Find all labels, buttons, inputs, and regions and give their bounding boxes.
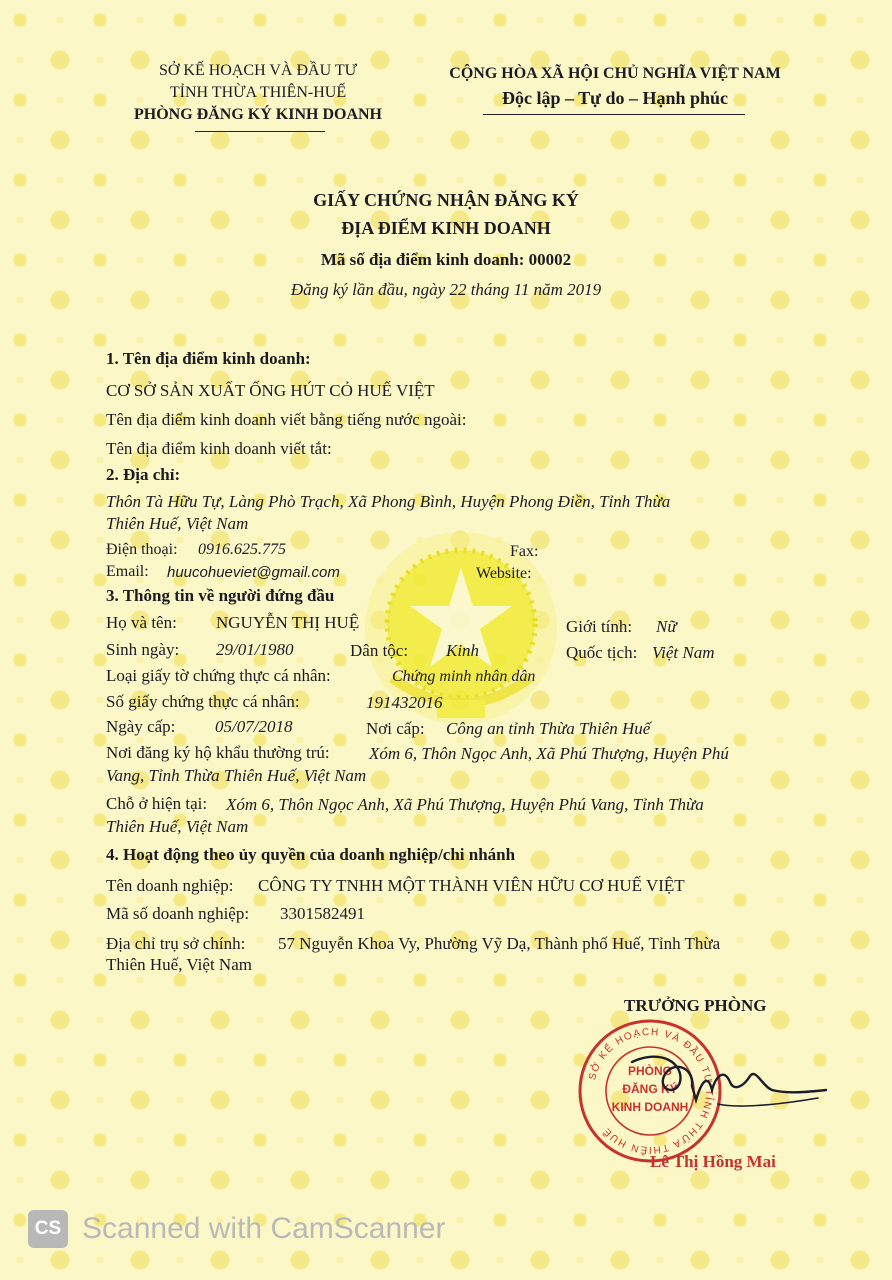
headquarters-label: Địa chỉ trụ sở chính:: [106, 934, 246, 953]
national-motto: Độc lập – Tự do – Hạnh phúc: [501, 88, 729, 108]
issue-date-value: 05/07/2018: [215, 717, 293, 736]
address-line2: Thiên Huế, Việt Nam: [106, 514, 249, 533]
id-type-label: Loại giấy tờ chứng thực cá nhân:: [106, 666, 331, 685]
signatory-name: Lê Thị Hồng Mai: [650, 1152, 776, 1171]
gender-value: Nữ: [656, 617, 677, 636]
email-value: huucohueviet@gmail.com: [167, 564, 340, 581]
email-label: Email:: [106, 563, 149, 580]
fax-label: Fax:: [510, 543, 539, 560]
business-location-name: CƠ SỞ SẢN XUẤT ỐNG HÚT CỎ HUẾ VIỆT: [106, 381, 435, 400]
agency-name-line1: SỞ KẾ HOẠCH VÀ ĐẦU TƯ: [158, 62, 358, 79]
id-type-value: Chứng minh nhân dân: [392, 668, 536, 685]
residence-line2: Vang, Tỉnh Thừa Thiên Huế, Việt Nam: [106, 766, 367, 785]
dob-value: 29/01/1980: [216, 640, 294, 659]
issue-date-label: Ngày cấp:: [106, 717, 176, 736]
header-left-underline: [195, 131, 325, 132]
ethnicity-label: Dân tộc:: [350, 641, 409, 660]
current-address-label: Chỗ ở hiện tại:: [106, 794, 208, 813]
id-number-value: 191432016: [366, 693, 443, 712]
headquarters-line1: 57 Nguyễn Khoa Vy, Phường Vỹ Dạ, Thành phố Huế, Tỉnh Thừa: [278, 934, 721, 953]
seal-center-line3: KINH DOANH: [611, 1100, 689, 1114]
camscanner-logo-icon: CS: [28, 1210, 68, 1248]
ethnicity-value: Kinh: [446, 641, 480, 660]
website-label: Website:: [476, 565, 532, 582]
section1-heading: 1. Tên địa điểm kinh doanh:: [106, 349, 311, 368]
company-name-value: CÔNG TY TNHH MỘT THÀNH VIÊN HỮU CƠ HUẾ VIỆT: [258, 876, 685, 895]
section2-heading: 2. Địa chỉ:: [106, 465, 181, 484]
agency-name-line2: TỈNH THỪA THIÊN-HUẾ: [169, 84, 347, 101]
country-name: CỘNG HÒA XÃ HỘI CHỦ NGHĨA VIỆT NAM: [449, 65, 781, 82]
camscanner-text: Scanned with CamScanner: [82, 1212, 446, 1245]
tax-code-label: Mã số doanh nghiệp:: [106, 904, 250, 923]
section3-heading: 3. Thông tin về người đứng đầu: [106, 586, 335, 605]
issue-place-value: Công an tỉnh Thừa Thiên Huế: [446, 719, 651, 738]
signatory-title: TRƯỞNG PHÒNG: [624, 996, 767, 1015]
gender-label: Giới tính:: [566, 617, 633, 636]
short-name-label: Tên địa điểm kinh doanh viết tắt:: [106, 439, 332, 458]
certificate-title-line1: GIẤY CHỨNG NHẬN ĐĂNG KÝ: [313, 190, 579, 210]
section4-heading: 4. Hoạt động theo ủy quyền của doanh nghiệp/chi nhánh: [106, 845, 516, 864]
current-address-line1: Xóm 6, Thôn Ngọc Anh, Xã Phú Thượng, Huyện Phú Vang, Tỉnh Thừa: [226, 795, 704, 814]
full-name-value: NGUYỄN THỊ HUỆ: [216, 613, 360, 632]
company-name-label: Tên doanh nghiệp:: [106, 876, 234, 895]
dob-label: Sinh ngày:: [106, 640, 180, 659]
camscanner-watermark: [28, 1206, 446, 1252]
current-address-line2: Thiên Huế, Việt Nam: [106, 817, 249, 836]
residence-label: Nơi đăng ký hộ khẩu thường trú:: [106, 743, 330, 762]
id-number-label: Số giấy chứng thực cá nhân:: [106, 692, 300, 711]
seal-ring-text: SỞ KẾ HOẠCH VÀ ĐẦU TƯ TỈNH THỪA THIÊN HUẾ: [587, 1026, 715, 1156]
nationality-value: Việt Nam: [652, 643, 715, 662]
registration-date: Đăng ký lần đầu, ngày 22 tháng 11 năm 2019: [290, 280, 602, 299]
certificate-title-line2: ĐỊA ĐIỂM KINH DOANH: [341, 218, 551, 238]
headquarters-line2: Thiên Huế, Việt Nam: [106, 955, 252, 974]
location-code: Mã số địa điểm kinh doanh: 00002: [320, 250, 572, 269]
seal-center-line1: PHÒNG: [627, 1064, 673, 1078]
tax-code-value: 3301582491: [280, 904, 365, 923]
foreign-name-label: Tên địa điểm kinh doanh viết bằng tiếng nước ngoài:: [106, 410, 467, 429]
phone-value: 0916.625.775: [198, 541, 286, 558]
seal-center-line2: ĐĂNG KÝ: [622, 1082, 678, 1096]
phone-label: Điện thoại:: [106, 541, 178, 558]
issue-place-label: Nơi cấp:: [366, 719, 425, 738]
handwritten-signature: [622, 1046, 828, 1118]
full-name-label: Họ và tên:: [106, 613, 177, 632]
nationality-label: Quốc tịch:: [566, 643, 638, 662]
header-right-underline: [483, 114, 745, 115]
agency-name-line3: PHÒNG ĐĂNG KÝ KINH DOANH: [134, 106, 382, 123]
residence-line1: Xóm 6, Thôn Ngọc Anh, Xã Phú Thượng, Huyện Phú: [369, 744, 729, 763]
address-line1: Thôn Tà Hữu Tự, Làng Phò Trạch, Xã Phong Bình, Huyện Phong Điền, Tỉnh Thừa: [106, 492, 671, 511]
